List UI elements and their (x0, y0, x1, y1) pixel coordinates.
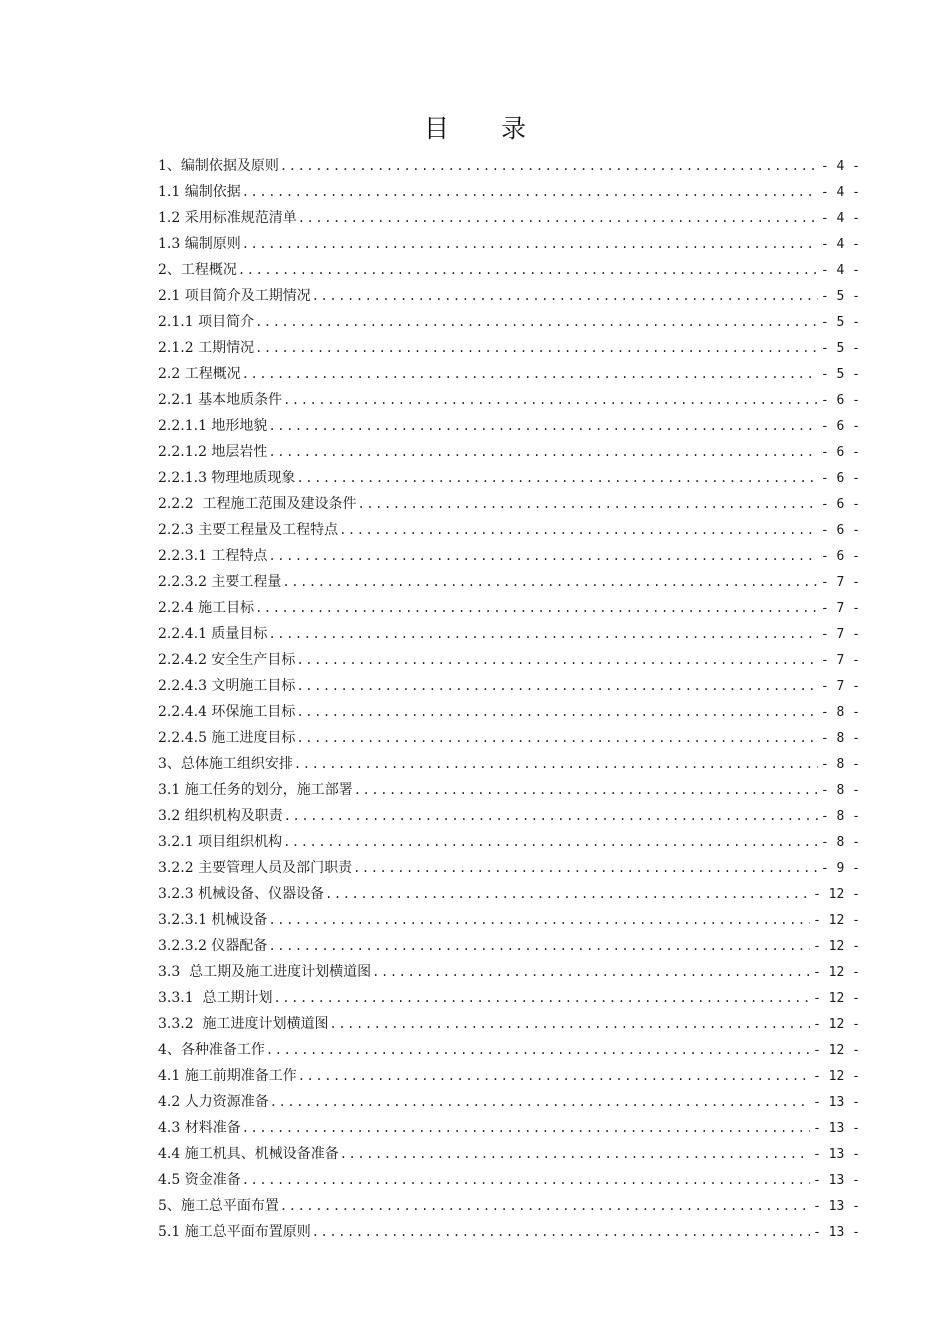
toc-entry[interactable] (158, 1193, 860, 1219)
toc-dot-leader (282, 569, 817, 595)
toc-entry-page-number: - 4 - (820, 237, 860, 252)
toc-entry[interactable] (158, 179, 860, 205)
toc-entry-title: 1.3 编制原则 (158, 236, 241, 252)
toc-entry-page-number: - 7 - (820, 627, 860, 642)
toc-entry-page-number: - 5 - (820, 289, 860, 304)
toc-entry-title: 3.2.3.1 机械设备 (158, 912, 268, 928)
toc-entry[interactable] (158, 1037, 860, 1063)
toc-entry[interactable] (158, 1089, 860, 1115)
toc-entry-page-number: - 13 - (813, 1173, 860, 1188)
toc-entry-title: 3.3.1 总工期计划 (158, 990, 273, 1006)
toc-entry[interactable] (158, 543, 860, 569)
toc-entry-page-number: - 8 - (820, 809, 860, 824)
toc-entry[interactable] (158, 569, 860, 595)
toc-dot-leader (330, 1011, 811, 1037)
toc-dot-leader (255, 309, 818, 335)
toc-entry-title: 3.2.2 主要管理人员及部门职责 (158, 860, 353, 876)
toc-entry-page-number: - 8 - (820, 731, 860, 746)
toc-entry-title: 2.2.4.4 环保施工目标 (158, 704, 296, 720)
toc-dot-leader (284, 803, 818, 829)
toc-entry-page-number: - 12 - (813, 1069, 860, 1084)
toc-entry-title: 5.1 施工总平面布置原则 (158, 1224, 311, 1240)
toc-entry[interactable] (158, 1063, 860, 1089)
toc-entry[interactable] (158, 335, 860, 361)
toc-entry[interactable] (158, 829, 860, 855)
toc-entry-title: 3、总体施工组织安排 (158, 756, 293, 772)
toc-dot-leader (358, 491, 818, 517)
toc-entry-page-number: - 12 - (813, 1043, 860, 1058)
toc-entry[interactable] (158, 491, 860, 517)
toc-dot-leader (268, 439, 817, 465)
toc-entry[interactable] (158, 257, 860, 283)
toc-entry-page-number: - 4 - (820, 211, 860, 226)
toc-entry-page-number: - 8 - (820, 757, 860, 772)
toc-dot-leader (283, 387, 818, 413)
toc-dot-leader (298, 1063, 810, 1089)
toc-dot-leader (255, 335, 818, 361)
toc-entry-title: 2.2.4.1 质量目标 (158, 626, 268, 642)
toc-entry-page-number: - 5 - (820, 341, 860, 356)
toc-entry-page-number: - 13 - (813, 1199, 860, 1214)
toc-dot-leader (280, 153, 818, 179)
toc-entry[interactable] (158, 205, 860, 231)
toc-entry-title: 3.2.3.2 仪器配备 (158, 938, 268, 954)
toc-entry-page-number: - 12 - (813, 1017, 860, 1032)
toc-dot-leader (296, 647, 817, 673)
toc-entry-title: 1、编制依据及原则 (158, 158, 279, 174)
toc-entry[interactable] (158, 283, 860, 309)
toc-dot-leader (325, 881, 810, 907)
toc-entry[interactable] (158, 517, 860, 543)
toc-entry[interactable] (158, 1167, 860, 1193)
toc-entry-page-number: - 12 - (813, 965, 860, 980)
toc-dot-leader (268, 907, 810, 933)
toc-entry-page-number: - 12 - (813, 887, 860, 902)
toc-dot-leader (270, 1089, 810, 1115)
toc-dot-leader (238, 257, 818, 283)
toc-list (158, 153, 860, 1245)
toc-entry-title: 2.2.3 主要工程量及工程特点 (158, 522, 339, 538)
toc-entry-page-number: - 7 - (820, 679, 860, 694)
toc-dot-leader (268, 933, 810, 959)
toc-dot-leader (266, 1037, 810, 1063)
toc-entry[interactable] (158, 361, 860, 387)
toc-entry-page-number: - 7 - (820, 653, 860, 668)
toc-dot-leader (312, 1219, 810, 1245)
toc-entry-title: 3.2.3 机械设备、仪器设备 (158, 886, 325, 902)
toc-entry[interactable] (158, 673, 860, 699)
toc-entry-page-number: - 4 - (820, 159, 860, 174)
toc-entry[interactable] (158, 959, 860, 985)
toc-entry[interactable] (158, 777, 860, 803)
toc-entry[interactable] (158, 153, 860, 179)
toc-dot-leader (294, 751, 818, 777)
toc-entry-title: 2.1.2 工期情况 (158, 340, 255, 356)
toc-entry-title: 3.2 组织机构及职责 (158, 808, 283, 824)
toc-dot-leader (255, 595, 818, 621)
toc-entry-page-number: - 6 - (820, 419, 860, 434)
toc-entry-page-number: - 6 - (820, 523, 860, 538)
toc-entry-page-number: - 9 - (820, 861, 860, 876)
toc-dot-leader (274, 985, 811, 1011)
toc-entry-title: 2.2.1.2 地层岩性 (158, 444, 268, 460)
toc-entry[interactable] (158, 647, 860, 673)
toc-entry-title: 2.2.3.1 工程特点 (158, 548, 268, 564)
toc-entry-page-number: - 8 - (820, 835, 860, 850)
toc-entry-page-number: - 12 - (813, 939, 860, 954)
toc-dot-leader (242, 361, 818, 387)
toc-entry-title: 5、施工总平面布置 (158, 1198, 279, 1214)
toc-dot-leader (296, 699, 817, 725)
toc-entry-title: 2.2.4.3 文明施工目标 (158, 678, 296, 694)
toc-entry-page-number: - 7 - (820, 575, 860, 590)
toc-entry-page-number: - 13 - (813, 1121, 860, 1136)
toc-entry-page-number: - 13 - (813, 1095, 860, 1110)
toc-dot-leader (372, 959, 810, 985)
toc-entry[interactable] (158, 933, 860, 959)
toc-entry-page-number: - 6 - (820, 549, 860, 564)
toc-entry-title: 2.2.4 施工目标 (158, 600, 255, 616)
toc-entry-title: 1.2 采用标准规范清单 (158, 210, 297, 226)
toc-dot-leader (296, 725, 817, 751)
toc-dot-leader (298, 205, 818, 231)
toc-entry-title: 4.3 材料准备 (158, 1120, 241, 1136)
toc-dot-leader (354, 777, 818, 803)
toc-dot-leader (283, 829, 818, 855)
toc-entry-page-number: - 6 - (820, 497, 860, 512)
toc-entry-page-number: - 6 - (820, 471, 860, 486)
toc-entry-title: 3.3.2 施工进度计划横道图 (158, 1016, 329, 1032)
toc-entry-page-number: - 13 - (813, 1147, 860, 1162)
toc-entry-title: 2.2 工程概况 (158, 366, 241, 382)
toc-entry-page-number: - 12 - (813, 913, 860, 928)
toc-entry-page-number: - 13 - (813, 1225, 860, 1240)
toc-entry-title: 2.2.1.3 物理地质现象 (158, 470, 296, 486)
toc-entry[interactable] (158, 907, 860, 933)
toc-entry[interactable] (158, 725, 860, 751)
toc-entry[interactable] (158, 309, 860, 335)
toc-dot-leader (268, 621, 817, 647)
toc-entry-title: 3.1 施工任务的划分，施工部署 (158, 782, 353, 798)
toc-entry-title: 4.4 施工机具、机械设备准备 (158, 1146, 339, 1162)
toc-entry-page-number: - 6 - (820, 445, 860, 460)
toc-entry[interactable] (158, 985, 860, 1011)
toc-entry[interactable] (158, 231, 860, 257)
toc-entry[interactable] (158, 803, 860, 829)
toc-entry[interactable] (158, 439, 860, 465)
toc-entry-page-number: - 4 - (820, 263, 860, 278)
toc-entry-title: 4.1 施工前期准备工作 (158, 1068, 297, 1084)
toc-entry-title: 2.2.3.2 主要工程量 (158, 574, 282, 590)
toc-dot-leader (242, 1115, 810, 1141)
toc-entry[interactable] (158, 387, 860, 413)
toc-entry[interactable] (158, 1219, 860, 1245)
toc-dot-leader (242, 231, 818, 257)
toc-entry[interactable] (158, 751, 860, 777)
toc-entry-title: 2.2.2 工程施工范围及建设条件 (158, 496, 357, 512)
toc-entry-title: 4、各种准备工作 (158, 1042, 265, 1058)
toc-entry[interactable] (158, 595, 860, 621)
toc-entry-title: 3.2.1 项目组织机构 (158, 834, 283, 850)
toc-title: 目 录 (424, 114, 548, 143)
toc-entry-title: 3.3 总工期及施工进度计划横道图 (158, 964, 372, 980)
toc-entry[interactable] (158, 413, 860, 439)
toc-entry-title: 4.5 资金准备 (158, 1172, 241, 1188)
toc-dot-leader (339, 517, 818, 543)
toc-entry-page-number: - 8 - (820, 705, 860, 720)
toc-entry[interactable] (158, 621, 860, 647)
toc-dot-leader (268, 413, 817, 439)
toc-dot-leader (296, 673, 817, 699)
toc-entry[interactable] (158, 1141, 860, 1167)
toc-dot-leader (242, 1167, 810, 1193)
toc-dot-leader (280, 1193, 810, 1219)
toc-entry[interactable] (158, 1011, 860, 1037)
toc-entry-title: 2.2.1.1 地形地貌 (158, 418, 268, 434)
toc-entry-title: 2.2.4.5 施工进度目标 (158, 730, 296, 746)
toc-entry-title: 2.1 项目简介及工期情况 (158, 288, 311, 304)
toc-entry[interactable] (158, 881, 860, 907)
toc-dot-leader (353, 855, 818, 881)
toc-entry[interactable] (158, 855, 860, 881)
toc-entry[interactable] (158, 465, 860, 491)
toc-dot-leader (268, 543, 817, 569)
toc-entry-title: 2、工程概况 (158, 262, 237, 278)
toc-entry[interactable] (158, 699, 860, 725)
toc-entry-page-number: - 6 - (820, 393, 860, 408)
toc-entry-title: 2.1.1 项目简介 (158, 314, 255, 330)
toc-entry-page-number: - 4 - (820, 185, 860, 200)
toc-dot-leader (312, 283, 818, 309)
toc-entry-page-number: - 8 - (820, 783, 860, 798)
toc-entry-title: 2.2.1 基本地质条件 (158, 392, 283, 408)
toc-entry-page-number: - 5 - (820, 367, 860, 382)
toc-entry-title: 4.2 人力资源准备 (158, 1094, 269, 1110)
toc-entry[interactable] (158, 1115, 860, 1141)
toc-dot-leader (340, 1141, 810, 1167)
toc-dot-leader (242, 179, 818, 205)
toc-entry-title: 1.1 编制依据 (158, 184, 241, 200)
toc-entry-page-number: - 7 - (820, 601, 860, 616)
toc-dot-leader (296, 465, 817, 491)
toc-entry-page-number: - 5 - (820, 315, 860, 330)
toc-entry-page-number: - 12 - (813, 991, 860, 1006)
toc-entry-title: 2.2.4.2 安全生产目标 (158, 652, 296, 668)
